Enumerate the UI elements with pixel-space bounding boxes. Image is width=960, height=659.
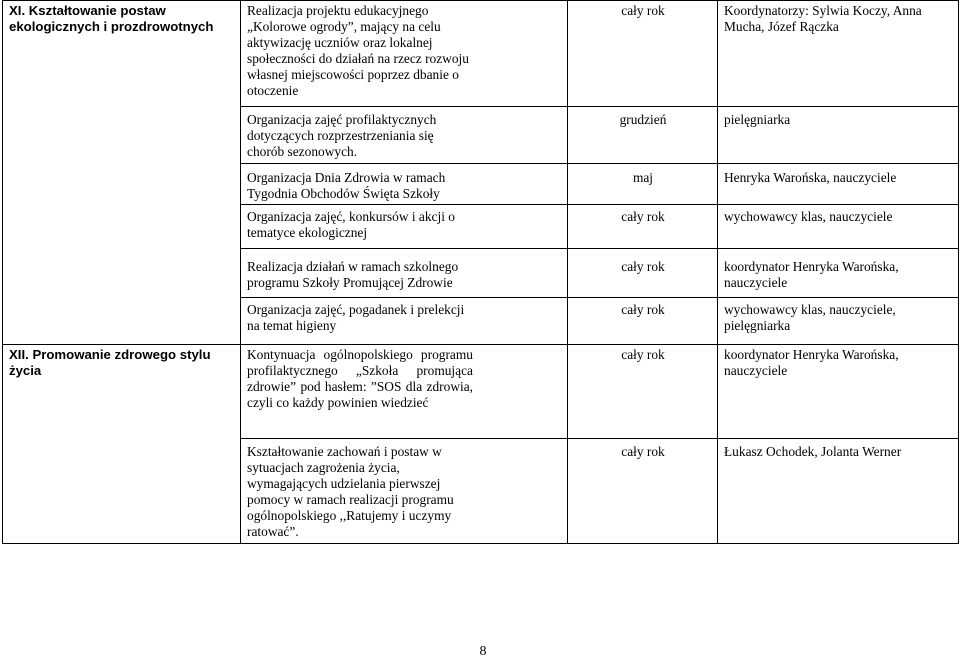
task-text: Organizacja Dnia Zdrowia w ramach Tygodnia Obchodów Święta Szkoły bbox=[247, 170, 446, 201]
task-cell bbox=[241, 205, 568, 249]
section-title: XI. Kształtowanie postaw ekologicznych i prozdrowotnych bbox=[3, 1, 241, 345]
page-number: 8 bbox=[479, 644, 487, 659]
task-cell bbox=[241, 107, 568, 164]
term-cell: grudzień bbox=[568, 107, 718, 164]
task-text: Realizacja projektu edukacyjnego „Kolorowe ogrody”, mający na celu aktywizację uczniów oraz lokalnej społeczności do działań na rzecz rozwoju własnej miejscowości poprzez dbanie o otoczenie bbox=[247, 3, 469, 98]
plan-table bbox=[2, 0, 959, 544]
term-cell: cały rok bbox=[568, 249, 718, 298]
task-text: Organizacja zajęć, pogadanek i prelekcji na temat higieny bbox=[247, 302, 465, 333]
task-cell bbox=[241, 249, 568, 298]
task-cell bbox=[241, 164, 568, 205]
term-cell: cały rok bbox=[568, 1, 718, 107]
table-row bbox=[3, 1, 959, 107]
responsible-cell: Henryka Warońska, nauczyciele bbox=[718, 164, 959, 205]
term-cell: maj bbox=[568, 164, 718, 205]
task-text: Organizacja zajęć profilaktycznych dotyczących rozprzestrzeniania się chorób sezonowych. bbox=[247, 112, 437, 159]
section-title: XII. Promowanie zdrowego stylu życia bbox=[3, 345, 241, 544]
task-cell bbox=[241, 439, 568, 544]
term-cell: cały rok bbox=[568, 205, 718, 249]
table-row bbox=[3, 345, 959, 439]
term-cell: cały rok bbox=[568, 345, 718, 439]
task-text: Kształtowanie zachowań i postaw w sytuacjach zagrożenia życia, wymagających udzielania pierwszej pomocy w ramach realizacji programu ogólnopolskiego ,,Ratujemy i uczymy ratować”. bbox=[247, 444, 454, 539]
responsible-cell: wychowawcy klas, nauczyciele, pielęgniarka bbox=[718, 298, 959, 345]
task-cell bbox=[241, 1, 568, 107]
task-text: Realizacja działań w ramach szkolnego programu Szkoły Promującej Zdrowie bbox=[247, 259, 459, 290]
responsible-cell: koordynator Henryka Warońska, nauczyciele bbox=[718, 345, 959, 439]
responsible-cell: Łukasz Ochodek, Jolanta Werner bbox=[718, 439, 959, 544]
task-cell bbox=[241, 345, 568, 439]
task-text: Organizacja zajęć, konkursów i akcji o tematyce ekologicznej bbox=[247, 209, 455, 240]
task-text: Kontynuacja ogólnopolskiego programu profilaktycznego „Szkoła promująca zdrowie” pod hasłem: ”SOS dla zdrowia, czyli co każdy powinien wiedzieć bbox=[247, 347, 473, 410]
term-cell: cały rok bbox=[568, 439, 718, 544]
term-cell: cały rok bbox=[568, 298, 718, 345]
responsible-cell: Koordynatorzy: Sylwia Koczy, Anna Mucha, Józef Rączka bbox=[718, 1, 959, 107]
responsible-cell: koordynator Henryka Warońska, nauczyciele bbox=[718, 249, 959, 298]
responsible-cell: pielęgniarka bbox=[718, 107, 959, 164]
task-cell bbox=[241, 298, 568, 345]
responsible-cell: wychowawcy klas, nauczyciele bbox=[718, 205, 959, 249]
